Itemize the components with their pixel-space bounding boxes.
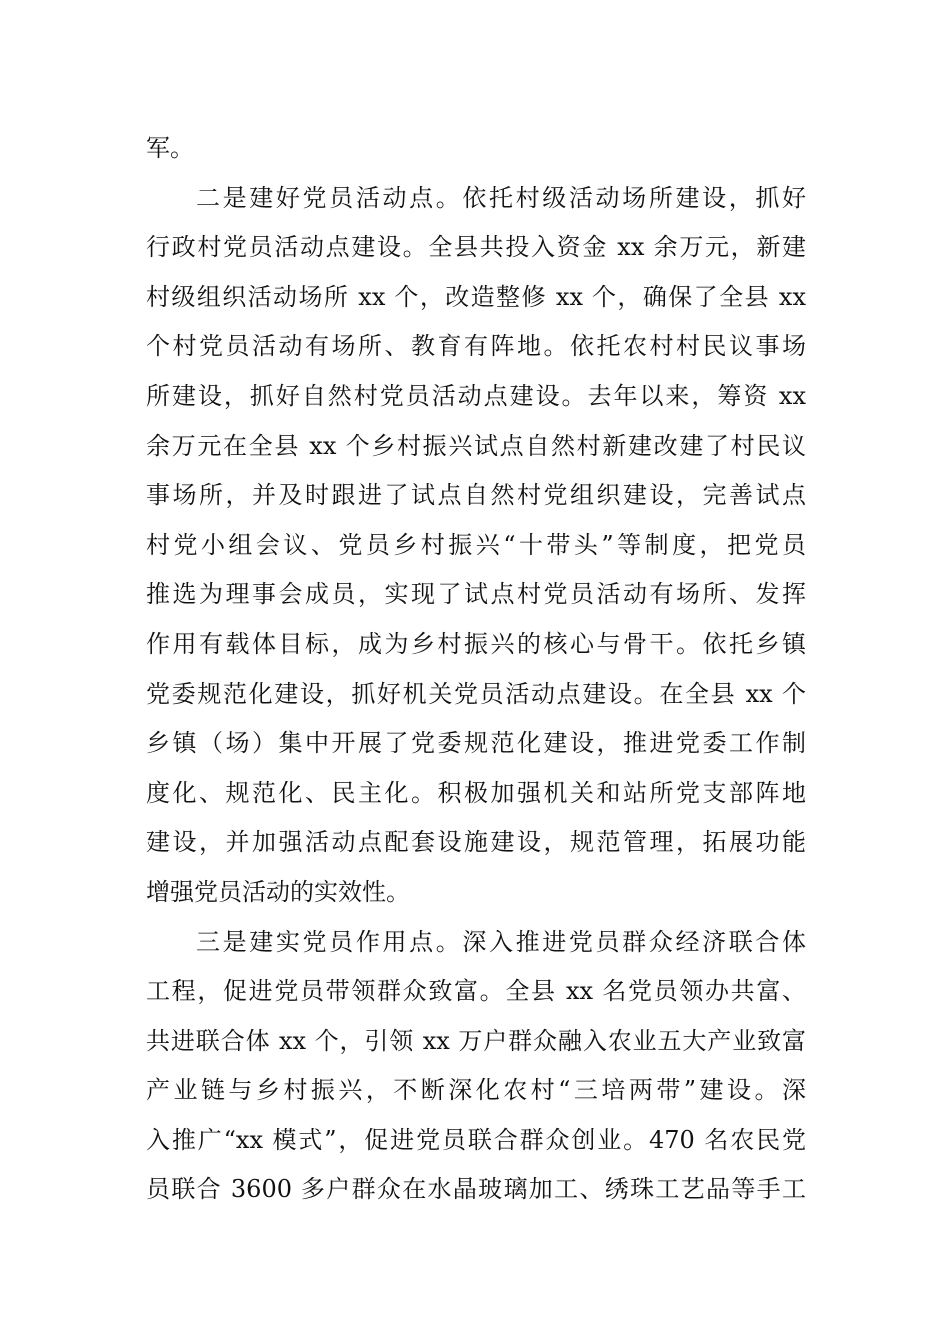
text-line: 个村党员活动有场所、教育有阵地。依托农村村民议事场 bbox=[146, 332, 806, 361]
text-line: 所建设，抓好自然村党员活动点建设。去年以来，筹资 xx bbox=[146, 381, 806, 410]
text-line: 入推广“xx 模式”，促进党员联合群众创业。470 名农民党 bbox=[146, 1125, 806, 1154]
text-line: 产业链与乡村振兴，不断深化农村“三培两带”建设。深 bbox=[146, 1076, 806, 1105]
text-line: 推选为理事会成员，实现了试点村党员活动有场所、发挥 bbox=[146, 580, 806, 609]
text-line: 度化、规范化、民主化。积极加强机关和站所党支部阵地 bbox=[146, 778, 806, 807]
text-line: 余万元在全县 xx 个乡村振兴试点自然村新建改建了村民议 bbox=[146, 431, 806, 460]
text-line: 村级组织活动场所 xx 个，改造整修 xx 个，确保了全县 xx bbox=[146, 282, 806, 311]
text-line: 军。 bbox=[146, 134, 194, 162]
text-line: 作用有载体目标，成为乡村振兴的核心与骨干。依托乡镇 bbox=[146, 629, 806, 658]
paragraph-first-line: 三是建实党员作用点。深入推进党员群众经济联合体 bbox=[196, 927, 806, 956]
text-line: 建设，并加强活动点配套设施建设，规范管理，拓展功能 bbox=[146, 828, 806, 857]
text-line: 共进联合体 xx 个，引领 xx 万户群众融入农业五大产业致富 bbox=[146, 1026, 806, 1055]
text-line: 事场所，并及时跟进了试点自然村党组织建设，完善试点 bbox=[146, 481, 806, 510]
text-line: 员联合 3600 多户群众在水晶玻璃加工、绣珠工艺品等手工 bbox=[146, 1175, 806, 1204]
text-line: 工程，促进党员带领群众致富。全县 xx 名党员领办共富、 bbox=[146, 977, 806, 1006]
paragraph-first-line: 二是建好党员活动点。依托村级活动场所建设，抓好 bbox=[196, 183, 806, 212]
text-line: 乡镇（场）集中开展了党委规范化建设，推进党委工作制 bbox=[146, 729, 806, 758]
text-line: 增强党员活动的实效性。 bbox=[146, 877, 410, 906]
text-line: 行政村党员活动点建设。全县共投入资金 xx 余万元，新建 bbox=[146, 233, 806, 262]
text-line: 村党小组会议、党员乡村振兴“十带头”等制度，把党员 bbox=[146, 530, 806, 559]
text-line: 党委规范化建设，抓好机关党员活动点建设。在全县 xx 个 bbox=[146, 679, 806, 708]
document-body bbox=[146, 124, 806, 1215]
